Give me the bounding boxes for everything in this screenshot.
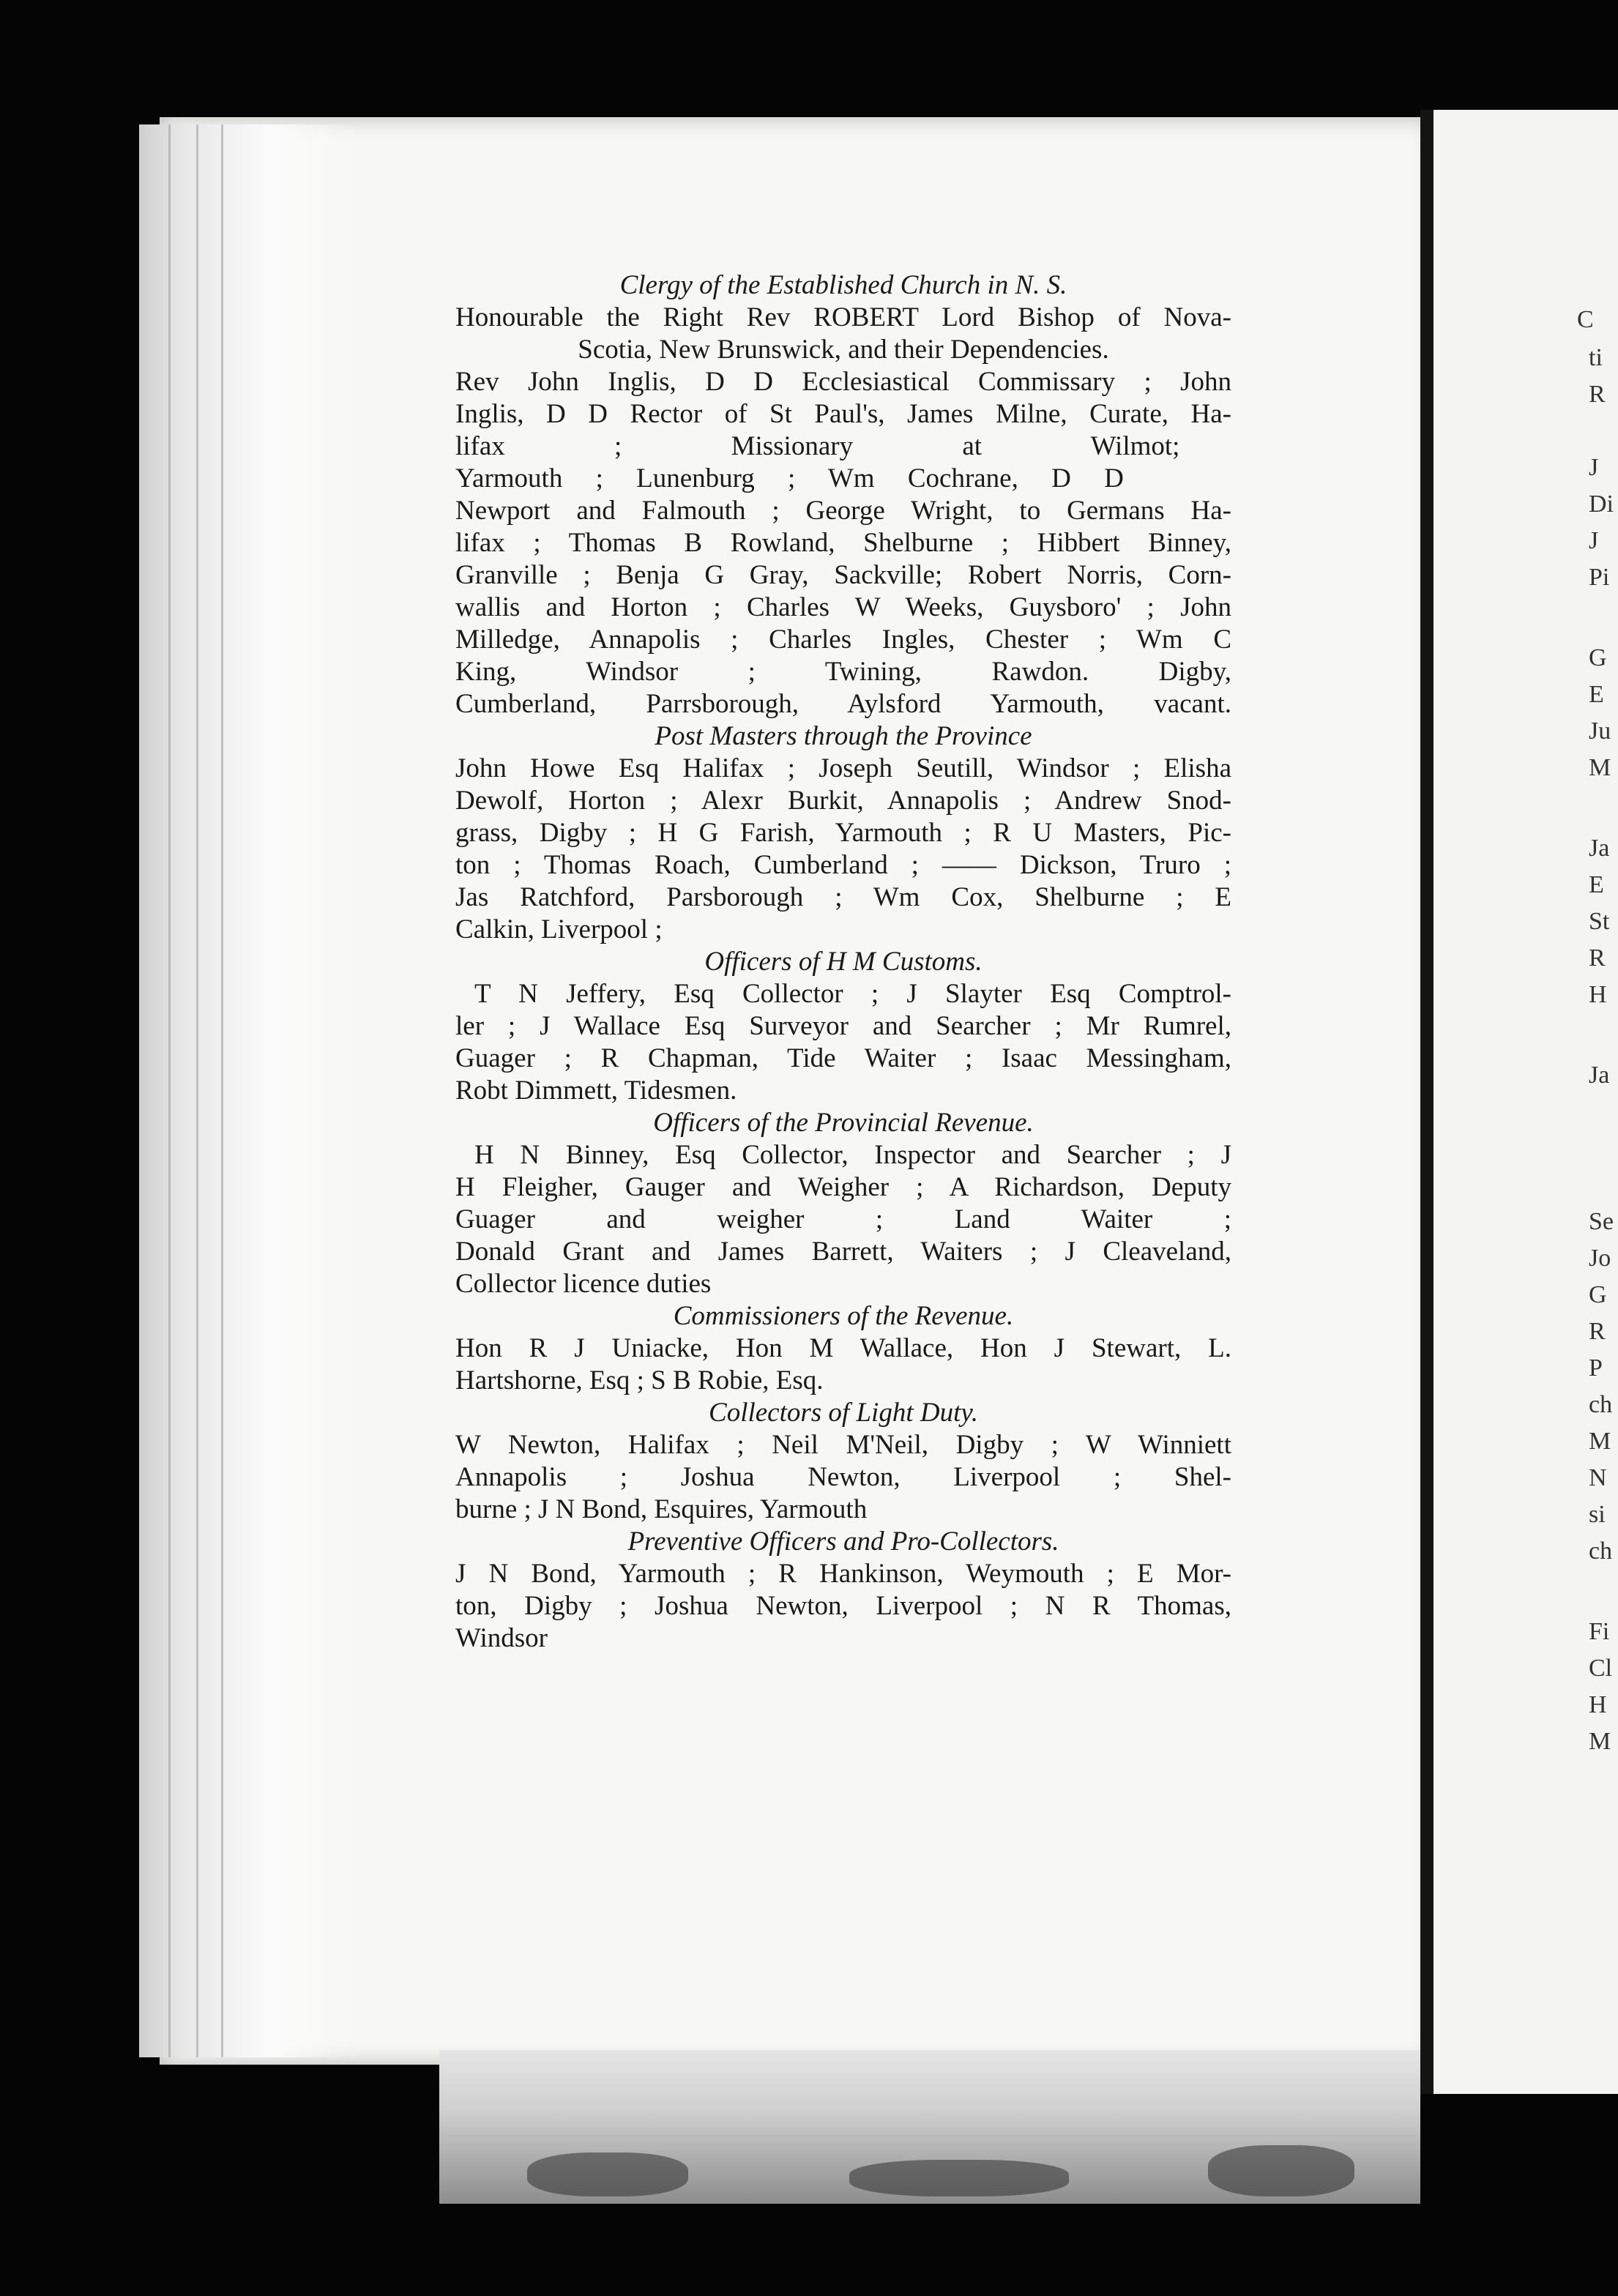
text-line: ton ; Thomas Roach, Cumberland ; —— Dickson, Truro ;	[455, 850, 1231, 880]
facing-page-fragment: ti	[1589, 344, 1603, 371]
section-heading: Commissioners of the Revenue.	[673, 1301, 1014, 1331]
section-heading: Clergy of the Established Church in N. S.	[619, 270, 1067, 300]
text-line: John Howe Esq Halifax ; Joseph Seutill, Windsor ; Elisha	[455, 753, 1231, 783]
text-line: Hartshorne, Esq ; S B Robie, Esq.	[455, 1365, 824, 1395]
facing-page-fragment: Fi	[1589, 1618, 1610, 1645]
text-line: Windsor	[455, 1623, 548, 1653]
facing-page-fragment: M	[1589, 1428, 1611, 1455]
text-line: Jas Ratchford, Parsborough ; Wm Cox, Shelburne ; E	[455, 882, 1231, 912]
text-line: Guager and weigher ; Land Waiter ;	[455, 1204, 1231, 1234]
facing-page-fragment: si	[1589, 1501, 1606, 1528]
text-line: Robt Dimmett, Tidesmen.	[455, 1076, 737, 1106]
text-line: H Fleigher, Gauger and Weigher ; A Richardson, Deputy	[455, 1172, 1231, 1202]
facing-page-fragment: H	[1589, 1691, 1607, 1718]
facing-page-fragment: Cl	[1589, 1655, 1613, 1682]
text-line: Dewolf, Horton ; Alexr Burkit, Annapolis ; Andrew Snod-	[455, 786, 1231, 816]
text-line: Inglis, D D Rector of St Paul's, James Milne, Curate, Ha-	[455, 399, 1231, 429]
facing-page-fragment: M	[1589, 1728, 1611, 1755]
text-line: Scotia, New Brunswick, and their Dependencies.	[578, 335, 1109, 365]
facing-page-fragment: Ju	[1589, 718, 1611, 745]
text-line: W Newton, Halifax ; Neil M'Neil, Digby ; W Winniett	[455, 1430, 1231, 1460]
worn-page-edge	[139, 124, 359, 2057]
facing-page-fragment: R	[1589, 1318, 1606, 1345]
text-line: J N Bond, Yarmouth ; R Hankinson, Weymouth ; E Mor-	[455, 1559, 1231, 1589]
text-line: grass, Digby ; H G Farish, Yarmouth ; R U Masters, Pic-	[455, 818, 1231, 848]
facing-page-fragment: E	[1589, 681, 1604, 708]
facing-page-fragment: Ja	[1589, 1062, 1610, 1089]
text-line: Guager ; R Chapman, Tide Waiter ; Isaac Messingham,	[455, 1043, 1231, 1073]
text-line: H N Binney, Esq Collector, Inspector and Searcher ; J	[474, 1140, 1231, 1170]
page-text	[455, 269, 1231, 1655]
section-heading: Officers of the Provincial Revenue.	[653, 1108, 1034, 1138]
facing-page-fragment: Se	[1589, 1208, 1614, 1235]
facing-page-fragment: C	[1577, 306, 1594, 333]
text-line: burne ; J N Bond, Esquires, Yarmouth	[455, 1494, 868, 1524]
text-line: Cumberland, Parrsborough, Aylsford Yarmouth, vacant.	[455, 689, 1231, 719]
facing-page-fragment: ch	[1589, 1391, 1613, 1418]
section-heading: Collectors of Light Duty.	[709, 1398, 978, 1428]
text-line: Milledge, Annapolis ; Charles Ingles, Chester ; Wm C	[455, 625, 1231, 655]
section-heading: Officers of H M Customs.	[704, 947, 983, 977]
text-line: wallis and Horton ; Charles W Weeks, Guysboro' ; John	[455, 592, 1231, 622]
facing-page-fragment: E	[1589, 871, 1604, 898]
facing-page-fragment: R	[1589, 944, 1606, 972]
text-line: Yarmouth ; Lunenburg ; Wm Cochrane, D D	[455, 463, 1124, 493]
facing-page-fragment: G	[1589, 644, 1607, 671]
text-line: ton, Digby ; Joshua Newton, Liverpool ; N R Thomas,	[455, 1591, 1231, 1621]
facing-page-fragment: J	[1589, 454, 1599, 481]
facing-page-fragment: Ja	[1589, 835, 1610, 862]
facing-page-fragment: Pi	[1589, 564, 1610, 591]
text-line: lifax ; Thomas B Rowland, Shelburne ; Hibbert Binney,	[455, 528, 1231, 558]
text-line: Donald Grant and James Barrett, Waiters ; J Cleaveland,	[455, 1237, 1231, 1267]
facing-page-fragment: St	[1589, 908, 1610, 935]
facing-page-edge	[1420, 110, 1618, 2094]
text-line: Calkin, Liverpool ;	[455, 914, 663, 944]
text-line: King, Windsor ; Twining, Rawdon. Digby,	[455, 657, 1231, 687]
text-line: Collector licence duties	[455, 1269, 712, 1299]
text-line: ler ; J Wallace Esq Surveyor and Searcher ; Mr Rumrel,	[455, 1011, 1231, 1041]
facing-page-fragment: Di	[1589, 491, 1614, 518]
facing-page-fragment: J	[1589, 527, 1599, 554]
text-line: lifax ; Missionary at Wilmot;	[455, 431, 1180, 461]
facing-page-fragment: N	[1589, 1464, 1607, 1491]
text-line: Honourable the Right Rev ROBERT Lord Bishop of Nova-	[455, 302, 1231, 332]
text-line: Hon R J Uniacke, Hon M Wallace, Hon J Stewart, L.	[455, 1333, 1231, 1363]
section-heading: Post Masters through the Province	[655, 721, 1032, 751]
text-line: Granville ; Benja G Gray, Sackville; Robert Norris, Corn-	[455, 560, 1231, 590]
text-line: Annapolis ; Joshua Newton, Liverpool ; Shel-	[455, 1462, 1231, 1492]
torn-page-bottom	[439, 2050, 1420, 2204]
section-heading: Preventive Officers and Pro-Collectors.	[627, 1527, 1059, 1557]
facing-page-fragment: M	[1589, 754, 1611, 781]
text-line: T N Jeffery, Esq Collector ; J Slayter Esq Comptrol-	[474, 979, 1231, 1009]
facing-page-fragment: R	[1589, 381, 1606, 408]
facing-page-fragment: G	[1589, 1281, 1607, 1308]
facing-page-fragment: ch	[1589, 1538, 1613, 1565]
facing-page-fragment: Jo	[1589, 1245, 1611, 1272]
facing-page-fragment: P	[1589, 1354, 1603, 1382]
facing-page-fragment: H	[1589, 981, 1607, 1008]
text-line: Newport and Falmouth ; George Wright, to Germans Ha-	[455, 496, 1231, 526]
text-line: Rev John Inglis, D D Ecclesiastical Commissary ; John	[455, 367, 1231, 397]
